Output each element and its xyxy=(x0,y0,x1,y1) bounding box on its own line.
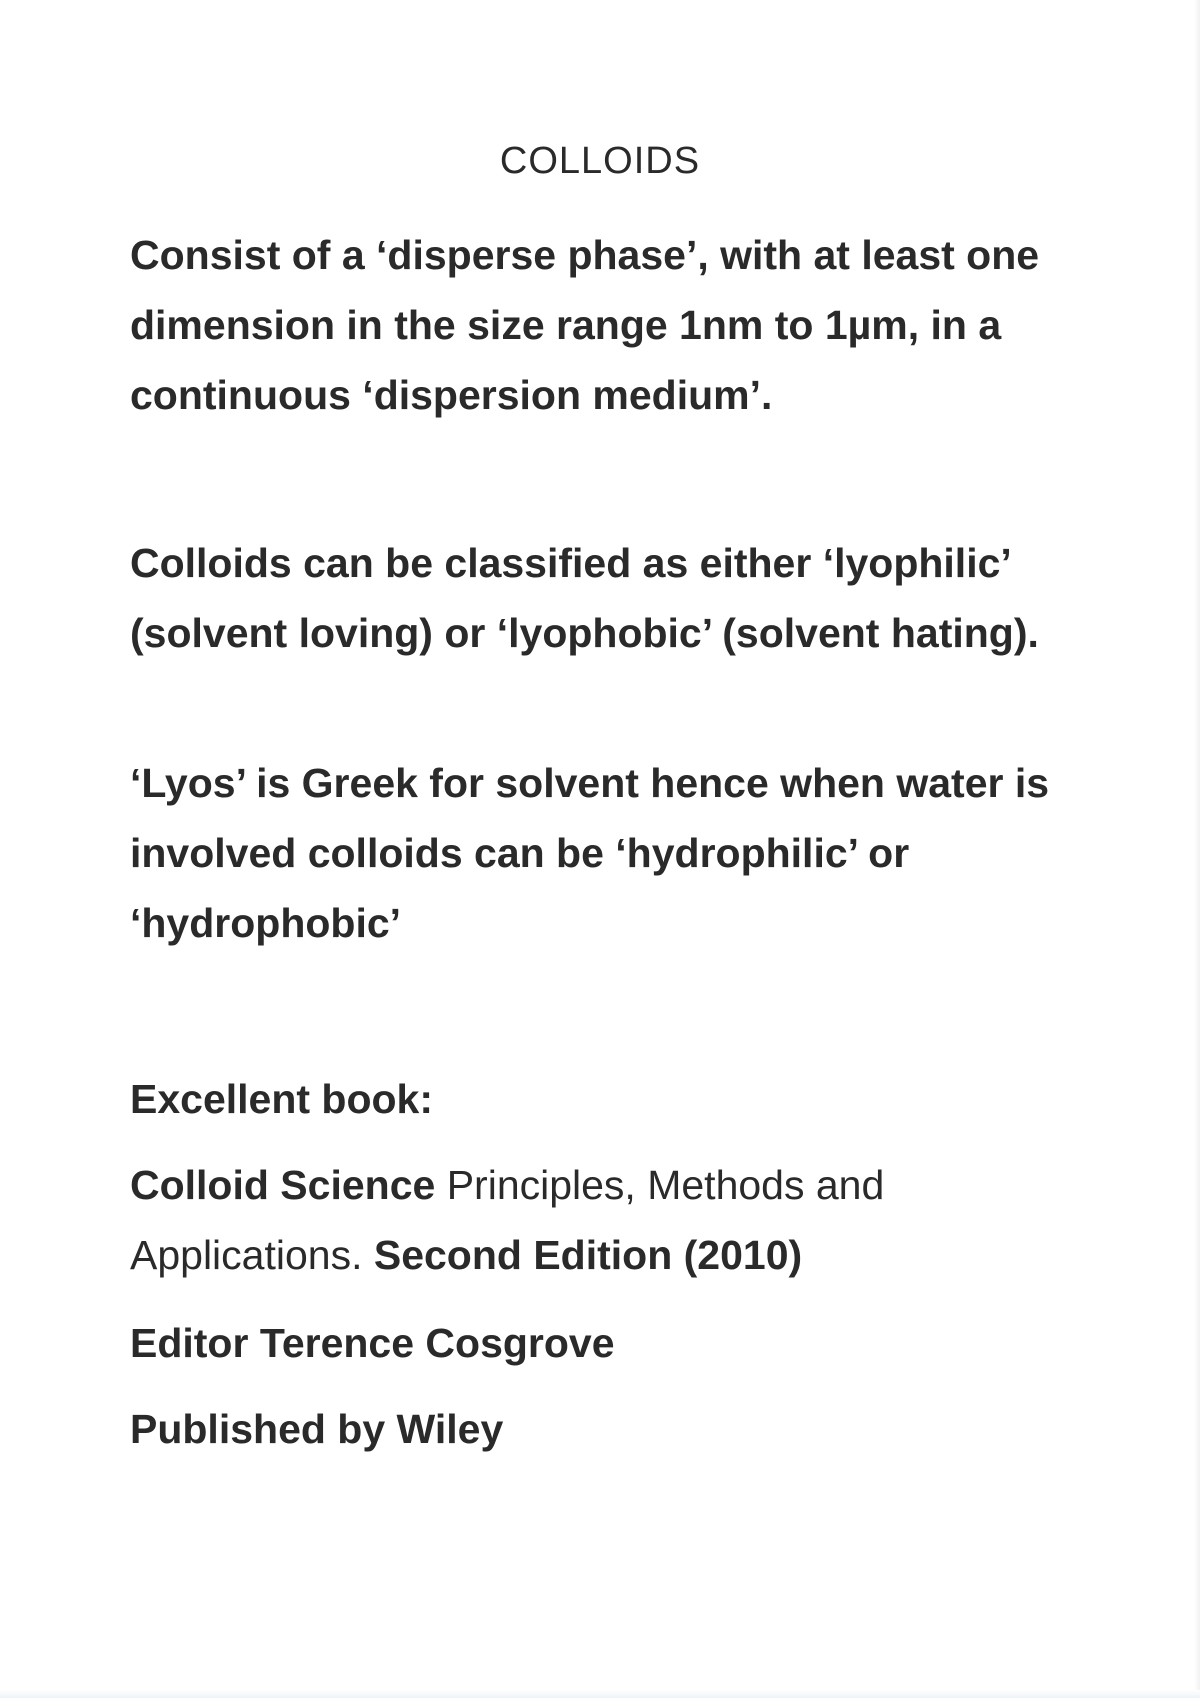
definition-paragraph: Consist of a ‘disperse phase’, with at least one dimension in the size range 1nm to 1µm, in a continuous ‘dispersion medium’. xyxy=(130,232,1040,418)
book-publisher: Published by Wiley xyxy=(130,1406,504,1452)
page-title: COLLOIDS xyxy=(499,140,701,182)
book-edition: Second Edition (2010) xyxy=(362,1232,803,1278)
book-reference xyxy=(130,1150,1070,1290)
scan-edge-right xyxy=(1194,0,1200,1698)
book-title: Colloid Science xyxy=(130,1162,436,1208)
book-subtitle: Principles, Methods and Applications. xyxy=(130,1162,885,1278)
lyos-note-paragraph: ‘Lyos’ is Greek for solvent hence when water is involved colloids can be ‘hydrophilic’ or ‘hydrophobic’ xyxy=(130,760,1050,946)
book-heading: Excellent book: xyxy=(130,1076,434,1122)
book-editor: Editor Terence Cosgrove xyxy=(130,1320,615,1366)
classification-paragraph: Colloids can be classified as either ‘lyophilic’ (solvent loving) or ‘lyophobic’ (solvent hating). xyxy=(130,540,1039,656)
scan-edge-bottom xyxy=(0,1690,1200,1698)
